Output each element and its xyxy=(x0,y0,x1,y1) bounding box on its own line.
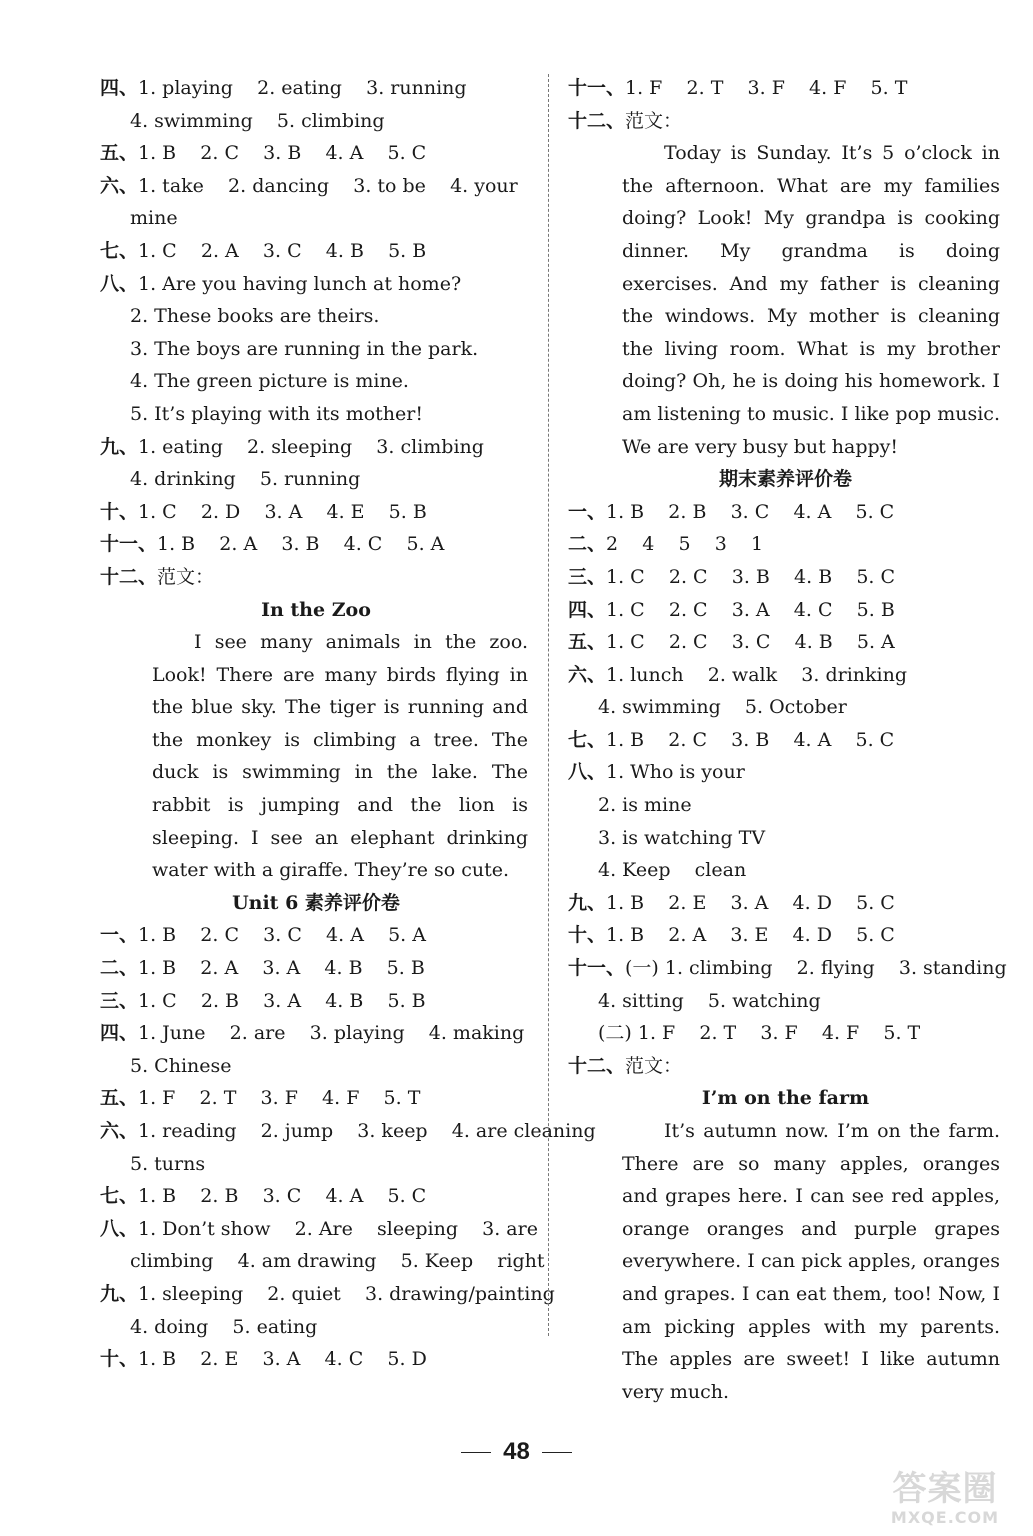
answer-text: (二) 1. F 2. T 3. F 4. F 5. T xyxy=(598,1022,921,1045)
answer-text: 4. The green picture is mine. xyxy=(130,370,409,393)
answer-row xyxy=(100,268,532,301)
answer-row xyxy=(568,822,1003,855)
right-answers-part1 xyxy=(568,72,1003,137)
answer-text: 1. B 2. B 3. C 4. A 5. C xyxy=(606,500,895,523)
question-number: 四、 xyxy=(100,1022,139,1045)
answer-row xyxy=(100,985,532,1018)
question-number: 九、 xyxy=(568,891,607,914)
answer-text: 1. C 2. C 3. A 4. C 5. B xyxy=(606,598,895,621)
answer-row xyxy=(100,561,532,594)
answer-row xyxy=(100,1245,545,1278)
answer-text: 1. C 2. D 3. A 4. E 5. B xyxy=(138,500,427,523)
answer-row xyxy=(100,235,532,268)
answer-text: 1. Are you having lunch at home? xyxy=(138,272,462,295)
left-essay-title: In the Zoo xyxy=(261,598,371,621)
question-number: 三、 xyxy=(100,989,139,1012)
watermark-url: MXQE.COM xyxy=(890,1508,1000,1527)
answer-row xyxy=(100,463,532,496)
question-number: 九、 xyxy=(100,435,139,458)
question-number: 八、 xyxy=(568,761,607,784)
answer-text: 2. is mine xyxy=(598,794,692,817)
answer-row xyxy=(568,887,1003,920)
right-essay-2-text: It’s autumn now. I’m on the farm. There are so many apples, oranges and grapes here. I can see red apples, orange oranges and purple grapes everywhere. I can pick apples, oranges and grapes. I can eat them, too! Now, I am picking apples with my parents. The apples are sweet! I like autumn very much. xyxy=(622,1120,1000,1403)
question-number: 一、 xyxy=(568,500,607,523)
answer-row xyxy=(568,919,1003,952)
question-number: 四、 xyxy=(100,77,139,99)
answer-row xyxy=(100,333,532,366)
answer-row xyxy=(568,1017,1003,1050)
answer-text: 1. eating 2. sleeping 3. climbing xyxy=(138,435,484,458)
answer-row xyxy=(568,528,1003,561)
question-number: 十二、 xyxy=(568,1054,626,1077)
question-number: 十一、 xyxy=(568,957,626,980)
answer-row xyxy=(568,724,1003,757)
question-number: 五、 xyxy=(100,1087,139,1110)
column-divider xyxy=(548,74,549,1336)
answer-row xyxy=(100,1082,532,1115)
right-answers-part2 xyxy=(568,496,1007,1083)
answer-text: 4. sitting 5. watching xyxy=(598,989,821,1012)
question-number: 十、 xyxy=(100,500,139,523)
question-number: 十二、 xyxy=(100,565,158,588)
answer-row xyxy=(568,72,1003,105)
right-essay-1-text: Today is Sunday. It’s 5 o’clock in the afternoon. What are my families doing? Look! My grandpa is cooking dinner. My grandma is doing exercises. And my father is cleaning the windows. My mother is cleaning the living room. What is my brother doing? Oh, he is doing his homework. I am listening to music. I like pop music. We are very busy but happy! xyxy=(622,142,1000,458)
left-answers-part1 xyxy=(100,72,532,594)
answer-text: 1. June 2. are 3. playing 4. making xyxy=(138,1022,525,1045)
answer-row xyxy=(100,1311,532,1344)
right-column xyxy=(568,72,1007,1408)
answer-text: 3. The boys are running in the park. xyxy=(130,337,479,360)
answer-row xyxy=(568,561,1003,594)
answer-text: 1. C 2. C 3. C 4. B 5. A xyxy=(606,631,895,654)
answer-row xyxy=(100,202,532,235)
answer-row xyxy=(100,137,532,170)
question-number: 六、 xyxy=(100,1120,139,1142)
answer-text: 5. turns xyxy=(130,1152,206,1175)
answer-text: climbing 4. am drawing 5. Keep right xyxy=(130,1250,545,1273)
question-number: 八、 xyxy=(100,1217,139,1240)
answer-row xyxy=(568,626,1003,659)
page-dash-left xyxy=(461,1452,491,1453)
answer-row xyxy=(568,691,1003,724)
answer-row xyxy=(100,1017,532,1050)
answer-row xyxy=(100,170,532,203)
answer-row xyxy=(568,985,1003,1018)
question-number: 二、 xyxy=(100,957,139,980)
answer-row xyxy=(568,1050,1003,1083)
answer-text: 5. Chinese xyxy=(130,1054,232,1077)
answer-text: 1. F 2. T 3. F 4. F 5. T xyxy=(625,77,908,99)
answer-row xyxy=(100,365,532,398)
answer-text: 1. lunch 2. walk 3. drinking xyxy=(606,663,907,686)
left-essay-text: I see many animals in the zoo. Look! There are many birds flying in the blue sky. The tiger is running and the monkey is climbing a tree. The duck is swimming in the lake. The rabbit is jumping and the lion is sleeping. I see an elephant drinking water with a giraffe. They’re so cute. xyxy=(152,631,528,882)
answer-row xyxy=(100,919,532,952)
question-number: 十、 xyxy=(100,1348,139,1371)
answer-text: mine xyxy=(130,207,178,230)
answer-text: 1. F 2. T 3. F 4. F 5. T xyxy=(138,1087,421,1110)
answer-text: 1. reading 2. jump 3. keep 4. are cleaning xyxy=(138,1120,596,1142)
answer-row xyxy=(568,756,1003,789)
question-number: 八、 xyxy=(100,272,139,295)
answer-text: 1. B 2. E 3. A 4. C 5. D xyxy=(138,1348,427,1371)
answer-row xyxy=(100,952,532,985)
answer-text: 5. It’s playing with its mother! xyxy=(130,402,423,425)
answer-row xyxy=(100,1278,555,1311)
page-number-text: 48 xyxy=(503,1438,530,1465)
page-dash-right xyxy=(542,1452,572,1453)
answer-text: 1. sleeping 2. quiet 3. drawing/painting xyxy=(138,1282,555,1305)
answer-text: 2. These books are theirs. xyxy=(130,305,380,328)
answer-row xyxy=(100,496,532,529)
question-number: 七、 xyxy=(100,1185,139,1208)
answer-row xyxy=(100,1180,532,1213)
answer-row xyxy=(568,659,1003,692)
left-essay xyxy=(100,626,528,887)
answer-row xyxy=(568,789,1003,822)
answer-row xyxy=(100,1213,538,1246)
answer-row xyxy=(100,1115,596,1148)
answer-text: 范文： xyxy=(625,1054,683,1077)
question-number: 九、 xyxy=(100,1282,139,1305)
answer-text: 3. is watching TV xyxy=(598,826,766,849)
answer-row xyxy=(100,1343,532,1376)
answer-text: 1. B 2. C 3. B 4. A 5. C xyxy=(138,142,427,165)
question-number: 四、 xyxy=(568,598,607,621)
question-number: 一、 xyxy=(100,924,139,947)
question-number: 十一、 xyxy=(568,77,626,99)
answer-text: 1. B 2. A 3. E 4. D 5. C xyxy=(606,924,895,947)
right-essay-2 xyxy=(568,1115,1000,1408)
answer-text: 1. C 2. C 3. B 4. B 5. C xyxy=(606,565,896,588)
final-exam-title: 期末素养评价卷 xyxy=(718,468,852,491)
answer-row xyxy=(568,594,1003,627)
answer-text: 1. take 2. dancing 3. to be 4. your xyxy=(138,174,518,197)
question-number: 十、 xyxy=(568,924,607,947)
answer-row xyxy=(100,300,532,333)
answer-text: 1. B 2. C 3. B 4. A 5. C xyxy=(606,728,895,751)
question-number: 六、 xyxy=(100,174,139,197)
question-number: 六、 xyxy=(568,663,607,686)
answer-text: 1. B 2. A 3. A 4. B 5. B xyxy=(138,957,425,980)
right-essay-2-title: I’m on the farm xyxy=(701,1087,870,1110)
answer-text: 4. swimming 5. climbing xyxy=(130,109,385,132)
answer-text: 1. B 2. B 3. C 4. A 5. C xyxy=(138,1185,427,1208)
question-number: 七、 xyxy=(568,728,607,751)
question-number: 二、 xyxy=(568,533,607,556)
watermark-logo-text: 答案圈 xyxy=(892,1469,998,1509)
answer-text: 1. B 2. E 3. A 4. D 5. C xyxy=(606,891,895,914)
question-number: 五、 xyxy=(100,142,139,165)
answer-row xyxy=(100,398,532,431)
answer-text: 4. drinking 5. running xyxy=(130,468,361,491)
answer-text: 1. playing 2. eating 3. running xyxy=(138,77,467,99)
answer-text: 2 4 5 3 1 xyxy=(606,533,764,556)
answer-row xyxy=(100,528,532,561)
page-number xyxy=(0,1438,1033,1466)
question-number: 十一、 xyxy=(100,533,158,556)
answer-text: 范文： xyxy=(625,109,683,132)
answer-text: 1. B 2. A 3. B 4. C 5. A xyxy=(157,533,445,556)
answer-text: 1. C 2. A 3. C 4. B 5. B xyxy=(138,239,427,262)
left-column xyxy=(100,72,596,1376)
question-number: 三、 xyxy=(568,565,607,588)
answer-text: 4. swimming 5. October xyxy=(598,696,847,719)
answer-row xyxy=(100,72,532,105)
left-answers-part2 xyxy=(100,919,596,1375)
answer-row xyxy=(568,854,1003,887)
answer-row xyxy=(568,105,1003,138)
answer-row xyxy=(568,952,1007,985)
answer-row xyxy=(100,1148,532,1181)
watermark xyxy=(865,1470,1025,1527)
answer-row xyxy=(100,431,532,464)
answer-text: 1. C 2. B 3. A 4. B 5. B xyxy=(138,989,426,1012)
answer-text: 1. Don’t show 2. Are sleeping 3. are xyxy=(138,1217,538,1240)
answer-text: (一) 1. climbing 2. flying 3. standing xyxy=(625,957,1007,980)
question-number: 五、 xyxy=(568,631,607,654)
answer-text: 4. Keep clean xyxy=(598,859,747,882)
answer-text: 1. Who is your xyxy=(606,761,745,784)
answer-text: 4. doing 5. eating xyxy=(130,1315,318,1338)
unit-6-title: Unit 6 素养评价卷 xyxy=(232,891,400,914)
question-number: 十二、 xyxy=(568,109,626,132)
question-number: 七、 xyxy=(100,239,139,262)
answer-row xyxy=(100,1050,532,1083)
answer-row xyxy=(568,496,1003,529)
answer-text: 范文： xyxy=(157,565,215,588)
right-essay-1 xyxy=(568,137,1000,463)
answer-row xyxy=(100,105,532,138)
answer-text: 1. B 2. C 3. C 4. A 5. A xyxy=(138,924,426,947)
